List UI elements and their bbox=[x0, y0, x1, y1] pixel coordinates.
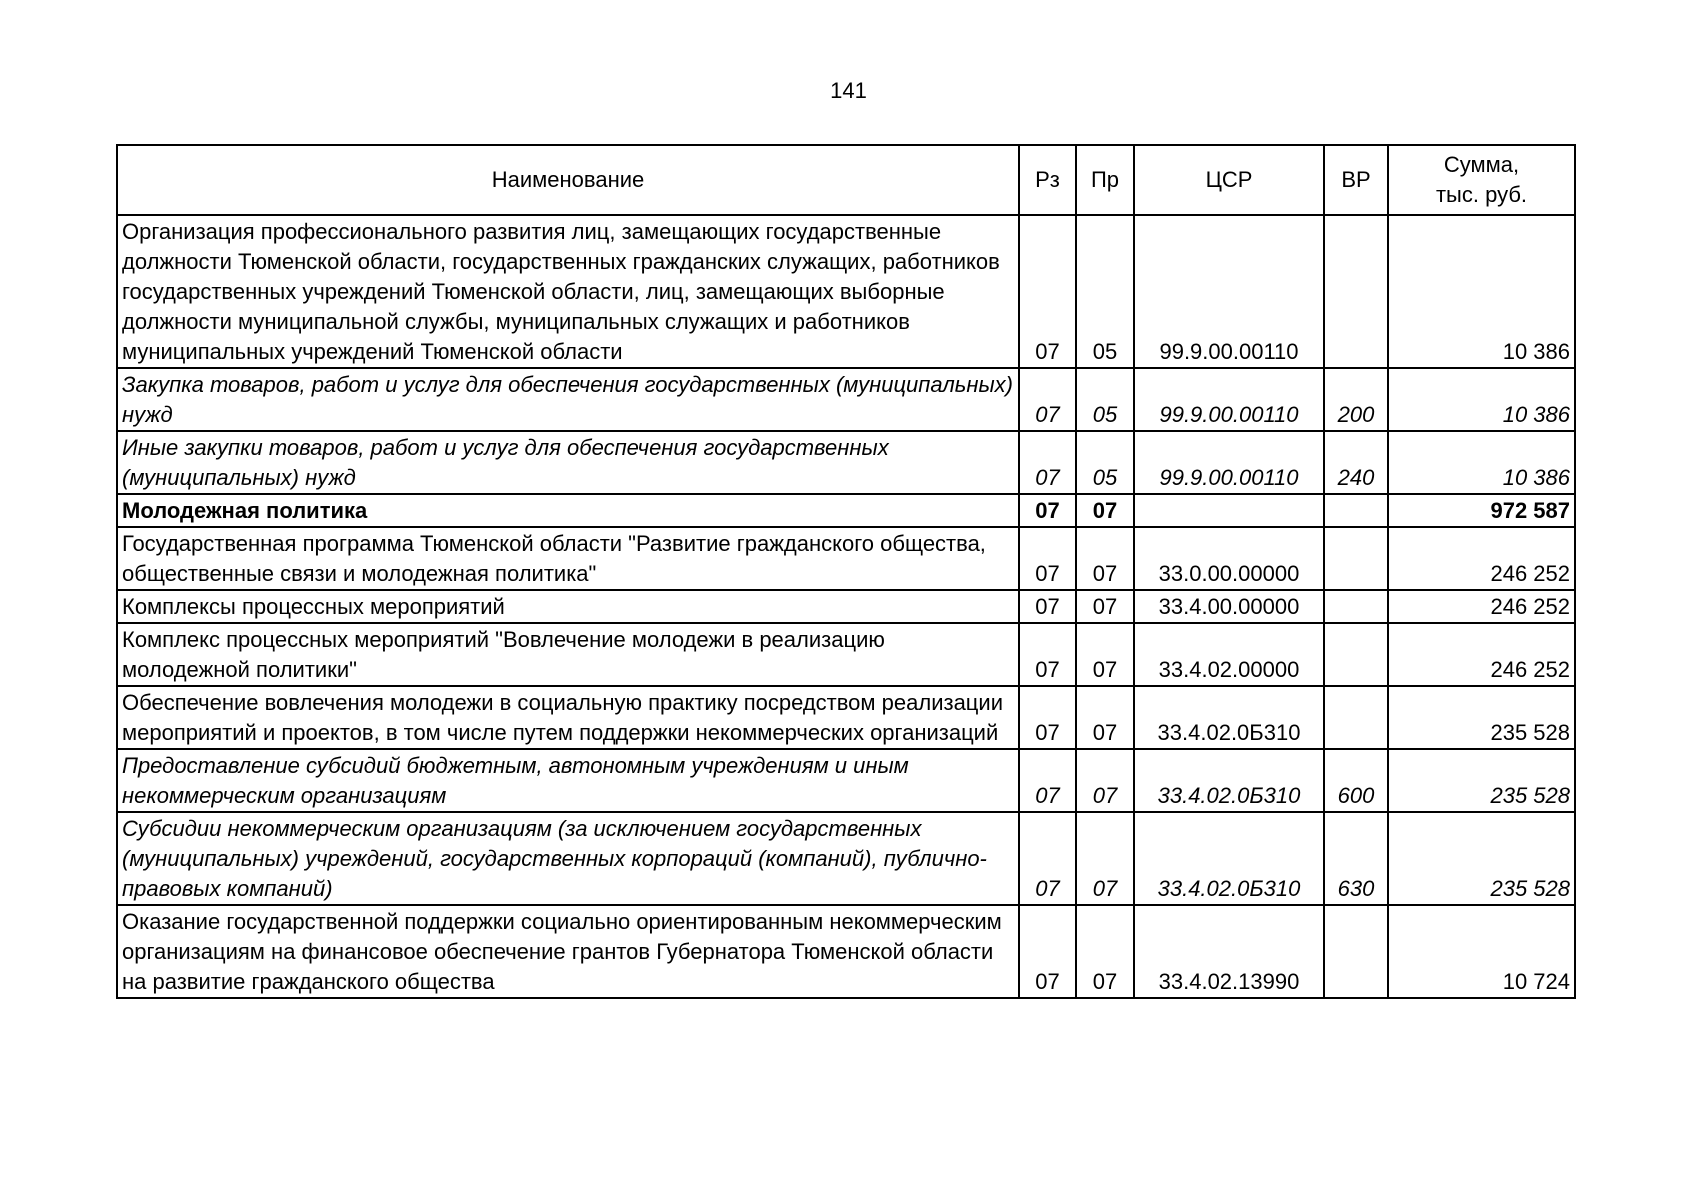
row-vr: 240 bbox=[1324, 431, 1388, 494]
header-name: Наименование bbox=[117, 145, 1019, 215]
table-header-row bbox=[117, 145, 1575, 215]
header-pr: Пр bbox=[1076, 145, 1134, 215]
row-name: Комплексы процессных мероприятий bbox=[117, 590, 1019, 623]
row-pr: 07 bbox=[1076, 590, 1134, 623]
row-pr: 07 bbox=[1076, 527, 1134, 590]
row-sum: 10 386 bbox=[1388, 431, 1575, 494]
row-sum: 235 528 bbox=[1388, 686, 1575, 749]
row-pr: 05 bbox=[1076, 431, 1134, 494]
page-number: 141 bbox=[830, 78, 867, 103]
row-sum: 235 528 bbox=[1388, 749, 1575, 812]
row-csr: 33.4.02.0Б310 bbox=[1134, 749, 1324, 812]
row-rz: 07 bbox=[1019, 494, 1076, 527]
row-pr: 05 bbox=[1076, 215, 1134, 368]
budget-table bbox=[116, 144, 1576, 999]
table-row bbox=[117, 812, 1575, 905]
header-rz: Рз bbox=[1019, 145, 1076, 215]
table-row bbox=[117, 431, 1575, 494]
header-csr: ЦСР bbox=[1134, 145, 1324, 215]
row-rz: 07 bbox=[1019, 812, 1076, 905]
row-name: Иные закупки товаров, работ и услуг для обеспечения государственных (муниципальных) нужд bbox=[117, 431, 1019, 494]
row-name: Молодежная политика bbox=[117, 494, 1019, 527]
row-pr: 07 bbox=[1076, 494, 1134, 527]
table-row bbox=[117, 215, 1575, 368]
row-rz: 07 bbox=[1019, 431, 1076, 494]
row-vr bbox=[1324, 686, 1388, 749]
table-row bbox=[117, 686, 1575, 749]
row-name: Предоставление субсидий бюджетным, автономным учреждениям и иным некоммерческим организациям bbox=[117, 749, 1019, 812]
row-vr bbox=[1324, 590, 1388, 623]
row-vr bbox=[1324, 623, 1388, 686]
row-name: Субсидии некоммерческим организациям (за исключением государственных (муниципальных) учреждений, государственных корпораций (компаний), публично-правовых компаний) bbox=[117, 812, 1019, 905]
row-rz: 07 bbox=[1019, 623, 1076, 686]
row-rz: 07 bbox=[1019, 368, 1076, 431]
table-row bbox=[117, 527, 1575, 590]
row-name: Государственная программа Тюменской области "Развитие гражданского общества, общественные связи и молодежная политика" bbox=[117, 527, 1019, 590]
table-body bbox=[117, 215, 1575, 998]
row-vr bbox=[1324, 905, 1388, 998]
row-sum: 10 724 bbox=[1388, 905, 1575, 998]
table-row bbox=[117, 494, 1575, 527]
row-vr bbox=[1324, 527, 1388, 590]
row-sum: 10 386 bbox=[1388, 215, 1575, 368]
row-pr: 05 bbox=[1076, 368, 1134, 431]
row-name: Оказание государственной поддержки социально ориентированным некоммерческим организациям на финансовое обеспечение грантов Губернатора Тюменской области на развитие гражданского общества bbox=[117, 905, 1019, 998]
row-csr: 33.4.02.13990 bbox=[1134, 905, 1324, 998]
header-vr: ВР bbox=[1324, 145, 1388, 215]
row-rz: 07 bbox=[1019, 686, 1076, 749]
row-vr: 600 bbox=[1324, 749, 1388, 812]
row-csr: 33.4.02.0Б310 bbox=[1134, 812, 1324, 905]
row-csr: 33.4.02.00000 bbox=[1134, 623, 1324, 686]
header-sum-line2: тыс. руб. bbox=[1435, 182, 1528, 207]
row-csr: 99.9.00.00110 bbox=[1134, 431, 1324, 494]
row-csr bbox=[1134, 494, 1324, 527]
row-pr: 07 bbox=[1076, 812, 1134, 905]
row-sum: 10 386 bbox=[1388, 368, 1575, 431]
row-pr: 07 bbox=[1076, 623, 1134, 686]
row-name: Организация профессионального развития лиц, замещающих государственные должности Тюменской области, государственных гражданских служащих, работников государственных учреждений Тюменской области, лиц, замещающих выборные должности муниципальной службы, муниципальных служащих и работников муниципальных учреждений Тюменской области bbox=[117, 215, 1019, 368]
row-name: Комплекс процессных мероприятий "Вовлечение молодежи в реализацию молодежной политики" bbox=[117, 623, 1019, 686]
header-sum bbox=[1388, 145, 1575, 215]
row-csr: 33.4.00.00000 bbox=[1134, 590, 1324, 623]
row-pr: 07 bbox=[1076, 905, 1134, 998]
row-rz: 07 bbox=[1019, 905, 1076, 998]
row-csr: 99.9.00.00110 bbox=[1134, 368, 1324, 431]
row-vr: 200 bbox=[1324, 368, 1388, 431]
row-sum: 246 252 bbox=[1388, 590, 1575, 623]
table-row bbox=[117, 623, 1575, 686]
row-vr bbox=[1324, 494, 1388, 527]
table-row bbox=[117, 749, 1575, 812]
row-rz: 07 bbox=[1019, 590, 1076, 623]
row-csr: 99.9.00.00110 bbox=[1134, 215, 1324, 368]
row-csr: 33.4.02.0Б310 bbox=[1134, 686, 1324, 749]
table-row bbox=[117, 590, 1575, 623]
header-sum-line1: Сумма, bbox=[1443, 152, 1520, 177]
row-pr: 07 bbox=[1076, 686, 1134, 749]
table-row bbox=[117, 368, 1575, 431]
row-sum: 235 528 bbox=[1388, 812, 1575, 905]
row-sum: 246 252 bbox=[1388, 527, 1575, 590]
row-pr: 07 bbox=[1076, 749, 1134, 812]
row-rz: 07 bbox=[1019, 749, 1076, 812]
row-vr: 630 bbox=[1324, 812, 1388, 905]
row-rz: 07 bbox=[1019, 527, 1076, 590]
row-vr bbox=[1324, 215, 1388, 368]
row-csr: 33.0.00.00000 bbox=[1134, 527, 1324, 590]
table-row bbox=[117, 905, 1575, 998]
row-sum: 972 587 bbox=[1388, 494, 1575, 527]
row-rz: 07 bbox=[1019, 215, 1076, 368]
row-name: Обеспечение вовлечения молодежи в социальную практику посредством реализации мероприятий и проектов, в том числе путем поддержки некоммерческих организаций bbox=[117, 686, 1019, 749]
row-sum: 246 252 bbox=[1388, 623, 1575, 686]
row-name: Закупка товаров, работ и услуг для обеспечения государственных (муниципальных) нужд bbox=[117, 368, 1019, 431]
